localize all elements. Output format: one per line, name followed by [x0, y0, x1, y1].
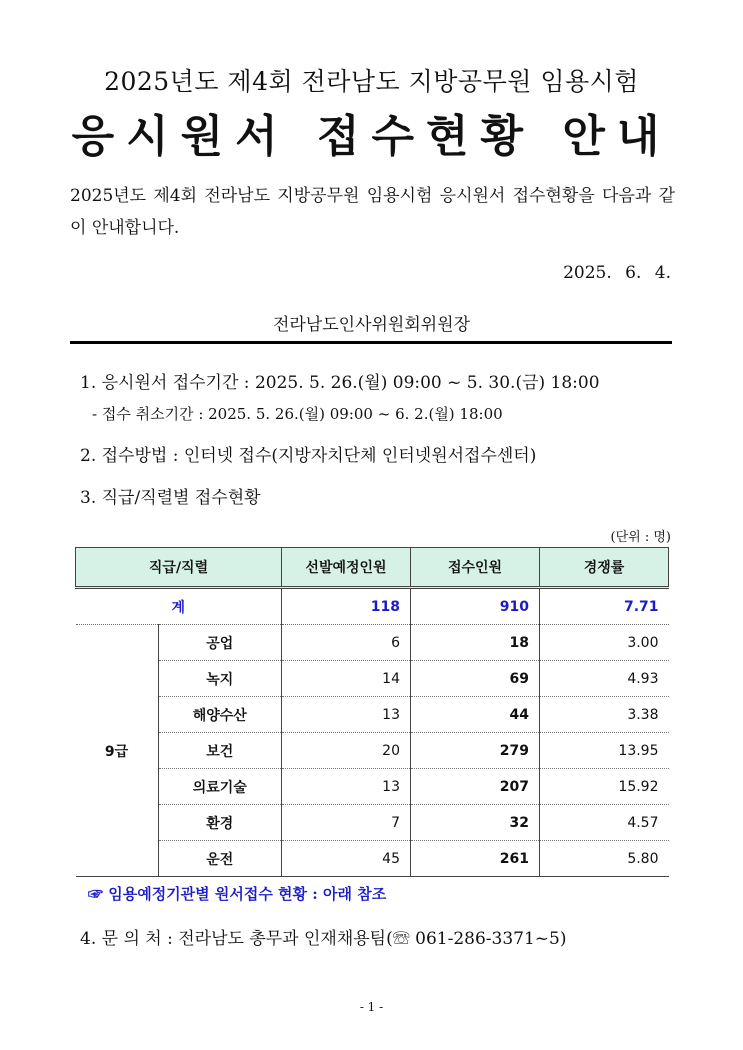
table-header-row	[76, 548, 669, 588]
table-row	[76, 733, 669, 769]
position-name: 보건	[158, 733, 282, 769]
competition-ratio: 15.92	[540, 769, 669, 805]
reference-note: ☞ 임용예정기관별 원서접수 현황 : 아래 참조	[88, 885, 387, 903]
planned-count: 13	[282, 769, 411, 805]
total-label: 계	[76, 588, 282, 625]
table-row	[76, 661, 669, 697]
item-cancel-period: - 접수 취소기간 : 2025. 5. 26.(월) 09:00 ~ 6. 2.(월) 18:00	[92, 405, 503, 423]
header-position: 직급/직렬	[76, 548, 282, 588]
planned-count: 14	[282, 661, 411, 697]
header-planned: 선발예정인원	[282, 548, 411, 588]
position-name: 환경	[158, 805, 282, 841]
competition-ratio: 4.57	[540, 805, 669, 841]
document-date: 2025. 6. 4.	[563, 263, 671, 283]
item-status-heading: 3. 직급/직렬별 접수현황	[80, 488, 261, 508]
grade-cell: 9급	[76, 625, 159, 877]
header-applied: 접수인원	[411, 548, 540, 588]
planned-count: 45	[282, 841, 411, 877]
application-status-table	[75, 547, 669, 877]
document-title-line1: 2025년도 제4회 전라남도 지방공무원 임용시험	[104, 67, 639, 96]
applied-count: 279	[411, 733, 540, 769]
issuing-organization: 전라남도인사위원회위원장	[272, 315, 471, 335]
document-title-main: 응시원서 접수현황 안내	[71, 111, 672, 162]
applied-count: 32	[411, 805, 540, 841]
intro-paragraph: 2025년도 제4회 전라남도 지방공무원 임용시험 응시원서 접수현황을 다음과 같이 안내합니다.	[70, 186, 675, 238]
position-name: 의료기술	[158, 769, 282, 805]
applied-count: 18	[411, 625, 540, 661]
position-name: 운전	[158, 841, 282, 877]
table-row	[76, 805, 669, 841]
applied-count: 69	[411, 661, 540, 697]
page-number: - 1 -	[359, 1000, 384, 1014]
planned-count: 7	[282, 805, 411, 841]
item-contact: 4. 문 의 처 : 전라남도 총무과 인재채용팀(☏ 061-286-3371~5)	[80, 929, 567, 949]
total-planned: 118	[282, 588, 411, 625]
planned-count: 13	[282, 697, 411, 733]
competition-ratio: 5.80	[540, 841, 669, 877]
table-row	[76, 769, 669, 805]
position-name: 해양수산	[158, 697, 282, 733]
table-row-total	[76, 588, 669, 625]
planned-count: 20	[282, 733, 411, 769]
table-row	[76, 697, 669, 733]
item-application-method: 2. 접수방법 : 인터넷 접수(지방자치단체 인터넷원서접수센터)	[80, 446, 537, 466]
section-divider	[70, 341, 672, 344]
table-row	[76, 841, 669, 877]
item-application-period: 1. 응시원서 접수기간 : 2025. 5. 26.(월) 09:00 ~ 5. 30.(금) 18:00	[80, 373, 600, 393]
header-ratio: 경쟁률	[540, 548, 669, 588]
competition-ratio: 3.38	[540, 697, 669, 733]
competition-ratio: 3.00	[540, 625, 669, 661]
position-name: 녹지	[158, 661, 282, 697]
planned-count: 6	[282, 625, 411, 661]
applied-count: 207	[411, 769, 540, 805]
table-row	[76, 625, 669, 661]
competition-ratio: 4.93	[540, 661, 669, 697]
applied-count: 261	[411, 841, 540, 877]
total-ratio: 7.71	[540, 588, 669, 625]
total-applied: 910	[411, 588, 540, 625]
applied-count: 44	[411, 697, 540, 733]
table-unit-label: (단위 : 명)	[610, 530, 671, 545]
position-name: 공업	[158, 625, 282, 661]
competition-ratio: 13.95	[540, 733, 669, 769]
